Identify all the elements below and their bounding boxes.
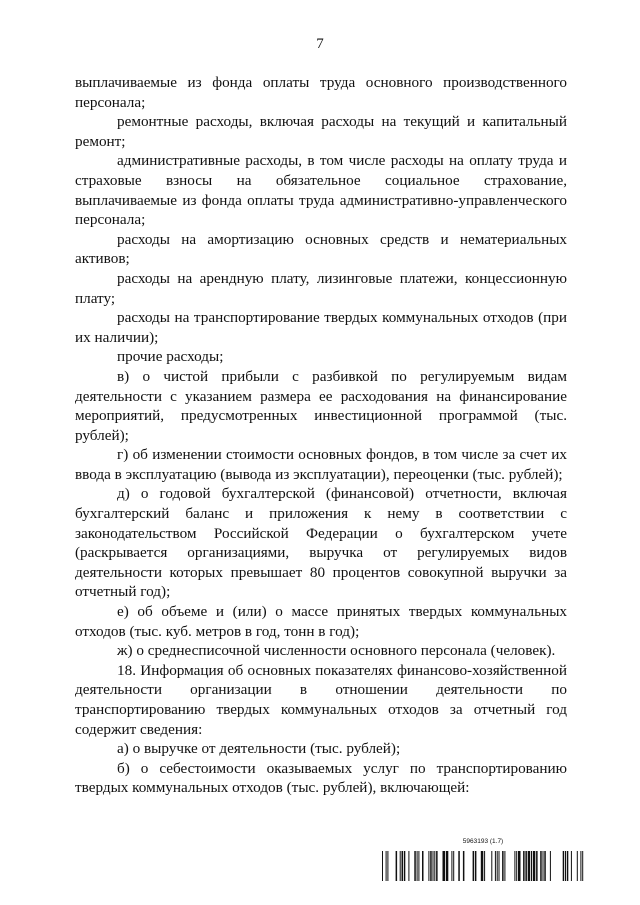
paragraph: 18. Информация об основных показателях финансово-хозяйственной деятельности организации в отношении деятельности по транспортированию твердых коммунальных отходов за отчетный год содержит сведения:	[75, 661, 567, 738]
paragraph: расходы на амортизацию основных средств и нематериальных активов;	[75, 230, 567, 268]
paragraph: г) об изменении стоимости основных фондов, в том числе за счет их ввода в эксплуатацию (вывода из эксплуатации), переоценки (тыс. рублей);	[75, 446, 567, 483]
paragraph: ж) о среднесписочной численности основного персонала (человек).	[117, 642, 556, 660]
paragraph: административные расходы, в том числе расходы на оплату труда и страховые взносы на обязательное социальное страхование, выплачиваемые из фонда оплаты труда административно-управленческого персонала;	[75, 152, 567, 229]
paragraph: б) о себестоимости оказываемых услуг по транспортированию твердых коммунальных отходов (тыс. рублей), включающей:	[75, 759, 567, 797]
paragraph: ремонтные расходы, включая расходы на текущий и капитальный ремонт;	[75, 113, 567, 150]
paragraph: д) о годовой бухгалтерской (финансовой) отчетности, включая бухгалтерский баланс и приложения к нему в соответствии с законодательством Российской Федерации о бухгалтерском учете (раскрывается организациями, выручка от регулируемых видов деятельности которых превышает 80 процентов совокупной выручки за отчетный год);	[75, 485, 567, 601]
paragraph: расходы на арендную плату, лизинговые платежи, концессионную плату;	[75, 269, 567, 307]
page-number: 7	[316, 36, 324, 52]
paragraph: е) об объеме и (или) о массе принятых твердых коммунальных отходов (тыс. куб. метров в год, тонн в год);	[75, 603, 567, 640]
paragraph: в) о чистой прибыли с разбивкой по регулируемым видам деятельности с указанием размера ее расходования на финансирование мероприятий, предусмотренных инвестиционной программой (тыс. рублей);	[75, 367, 567, 444]
paragraph: выплачиваемые из фонда оплаты труда основного производственного персонала;	[75, 74, 567, 111]
barcode-icon	[382, 851, 584, 881]
barcode-id: 5963193 (1.7)	[462, 838, 504, 845]
paragraph: расходы на транспортирование твердых коммунальных отходов (при их наличии);	[75, 309, 567, 346]
barcode	[382, 842, 584, 882]
body-text	[75, 73, 567, 798]
paragraph: а) о выручке от деятельности (тыс. рублей);	[117, 740, 401, 758]
paragraph: прочие расходы;	[117, 348, 224, 366]
